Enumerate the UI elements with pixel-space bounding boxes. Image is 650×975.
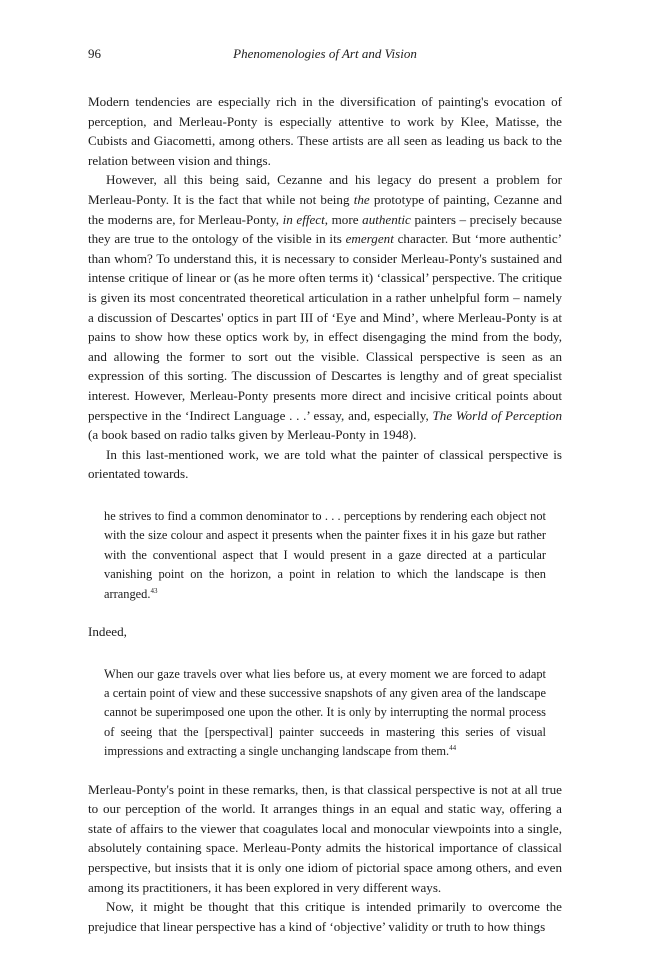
italic-run: in effect [282, 211, 325, 227]
italic-run: the [353, 191, 370, 207]
paragraph-3: In this last-mentioned work, we are told what the painter of classical perspective is orientated towards. [88, 446, 562, 482]
paragraph-6: Now, it might be thought that this critique is intended primarily to overcome the prejudice that linear perspective has a kind of ‘objective’ validity or truth to how things [88, 899, 562, 934]
running-title: Phenomenologies of Art and Vision [233, 46, 417, 61]
quote-body: he strives to find a common denominator to . . . perceptions by rendering each object not with the size colour and aspect it presents when the painter fixes it in his gaze but rather with the conventional aspect that I would present in a gaze directed at a particular vanishing point on the horizon, a point in relation to which the landscape is then arranged. [104, 508, 546, 601]
text-run: prototype of painting, Cezanne and the moderns are, for Merleau-Ponty, [88, 191, 563, 227]
block-quote-2 [104, 665, 546, 762]
italic-run: authentic [362, 211, 411, 227]
body-text [88, 92, 562, 936]
page-number: 96 [88, 46, 101, 61]
footnote-marker: 43 [150, 586, 158, 595]
italic-run: emergent [345, 231, 394, 247]
text-run: However, all this being said, Cezanne and his legacy do present a problem for Merleau-Ponty. It is the fact that while not being [88, 172, 562, 207]
book-page [88, 46, 562, 936]
quote-body: When our gaze travels over what lies before us, at every moment we are forced to adapt a certain point of view and these successive snapshots of any given area of the landscape cannot be superimposed one upon the other. It is only by interrupting the normal process of seeing that the [perspectival] painter succeeds in mastering this series of visual impressions and extracting a single unchanging landscape from them. [104, 666, 546, 759]
text-run: painters – precisely because they are true to the ontology of the visible in its [88, 211, 562, 247]
running-head [88, 46, 562, 68]
paragraph-1: Modern tendencies are especially rich in the diversification of painting's evocation of perception, and Merleau-Ponty is especially attentive to work by Klee, Matisse, the Cubists and Giacometti, among others. These artists are all seen as leading us back to the relation between vision and things. [88, 94, 562, 168]
quote-text [104, 665, 546, 762]
book-title: The World of Perception [432, 407, 562, 423]
text-run: , more [324, 211, 363, 227]
paragraph-2 [88, 170, 562, 444]
text-run: character. But ‘more authentic’ than whom? To understand this, it is necessary to consider Merleau-Ponty's sustained and intense critique of linear or (as he more often terms it) ‘classical’ perspective. The critique is given its most concentrated theoretical articulation in a rather unhelpful form – namely a discussion of Descartes' optics in part III of ‘Eye and Mind’, where Merleau-Ponty is at pains to show how these optics work by, in effect disengaging the mind from the body, and allowing the former to sort out the visible. Classical perspective is seen as an expression of this sorting. The discussion of Descartes is lengthy and of great specialist interest. However, Merleau-Ponty presents more direct and incisive critical points about perspective in the ‘Indirect Language . . .’ essay, and, especially, [88, 231, 562, 423]
text-run: (a book based on radio talks given by Merleau-Ponty in 1948). [88, 427, 417, 443]
paragraph-4: Indeed, [88, 623, 127, 639]
footnote-marker: 44 [449, 744, 457, 752]
block-quote-1 [104, 507, 546, 604]
paragraph-5: Merleau-Ponty's point in these remarks, then, is that classical perspective is not at all true to our perception of the world. It arranges things in an equal and static way, offering a state of affairs to the viewer that coagulates local and monocular viewpoints into a single, absolutely containing space. Merleau-Ponty admits the historical importance of classical perspective, but insists that it is only one idiom of pictorial space among others, and even among its practitioners, it has been explored in very different ways. [88, 781, 562, 895]
quote-text [104, 507, 546, 604]
